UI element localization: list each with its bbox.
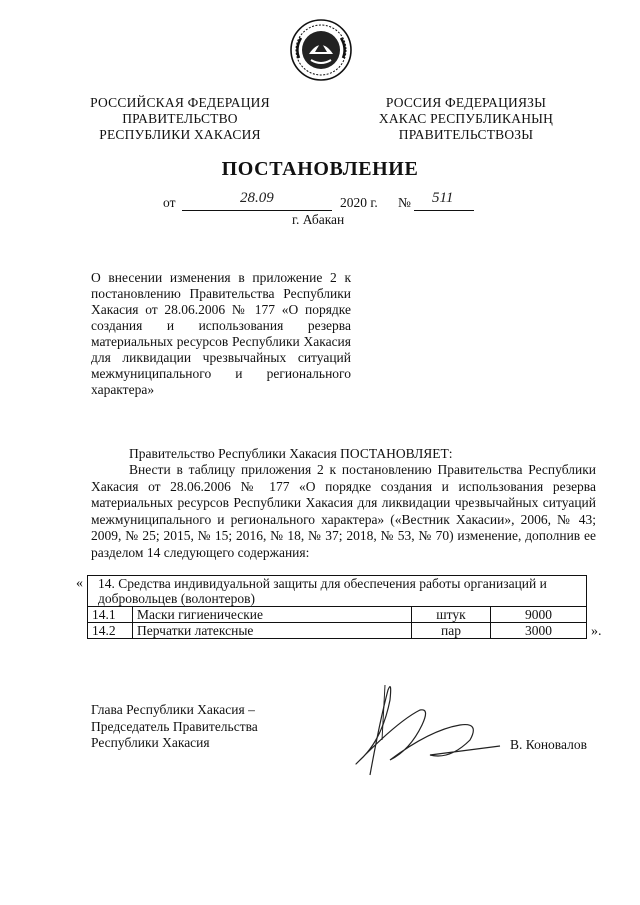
row-number-cell: 14.1 bbox=[88, 607, 133, 623]
position-line-3: Республики Хакасия bbox=[91, 735, 210, 750]
table-row bbox=[88, 623, 587, 639]
handwritten-signature bbox=[330, 680, 510, 780]
number-handwritten: 511 bbox=[432, 190, 454, 206]
header-right-line-3: ПРАВИТЕЛЬСТВОЗЫ bbox=[398, 127, 534, 142]
year-text: 2020 г. bbox=[340, 195, 378, 210]
item-name-cell: Перчатки латексные bbox=[133, 623, 412, 639]
body-paragraph-1: Правительство Республики Хакасия ПОСТАНОВЛЯЕТ: bbox=[129, 446, 453, 461]
close-quote: ». bbox=[591, 624, 602, 639]
table-section-row bbox=[88, 576, 587, 607]
date-handwritten: 28.09 bbox=[240, 190, 274, 206]
unit-cell: пар bbox=[412, 623, 491, 639]
subject-block: О внесении изменения в приложение 2 к постановлению Правительства Республики Хакасия от 28.06.2006 № 177 «О порядке создания и использования резерва материальных ресурсов Республики Хакасия для ликвидации чрезвычайных ситуаций межмуниципального и регионального характера» bbox=[91, 270, 351, 397]
document-title: ПОСТАНОВЛЕНИЕ bbox=[221, 158, 419, 180]
resource-table bbox=[87, 575, 587, 639]
signatory-position bbox=[91, 702, 291, 752]
city: г. Абакан bbox=[292, 212, 345, 227]
header-left bbox=[80, 95, 280, 143]
header-left-line-2: ПРАВИТЕЛЬСТВО bbox=[122, 111, 238, 126]
quantity-cell: 3000 bbox=[491, 623, 587, 639]
open-quote: « bbox=[76, 576, 83, 591]
header-right-line-2: ХАКАС РЕСПУБЛИКАНЫҢ bbox=[378, 111, 554, 126]
number-sign: № bbox=[398, 195, 411, 210]
row-number-cell: 14.2 bbox=[88, 623, 133, 639]
coat-of-arms-emblem bbox=[289, 18, 353, 82]
unit-cell: штук bbox=[412, 607, 491, 623]
quantity-cell: 9000 bbox=[491, 607, 587, 623]
date-prefix: от bbox=[163, 195, 176, 210]
signatory-name: В. Коновалов bbox=[510, 737, 587, 752]
header-left-line-3: РЕСПУБЛИКИ ХАКАСИЯ bbox=[99, 127, 261, 142]
position-line-2: Председатель Правительства bbox=[91, 718, 258, 734]
header-right-line-1: РОССИЯ ФЕДЕРАЦИЯЗЫ bbox=[385, 95, 547, 110]
position-line-1: Глава Республики Хакасия – bbox=[91, 702, 255, 717]
table-row bbox=[88, 607, 587, 623]
section-title-cell: 14. Средства индивидуальной защиты для обеспечения работы организаций и добровольцев (волонтеров) bbox=[88, 576, 587, 607]
body-paragraph-2: Внести в таблицу приложения 2 к постановлению Правительства Республики Хакасия от 28.06.2006 № 177 «О порядке создания и использования резерва материальных ресурсов Республики Хакасия для ликвидации чрезвычайных ситуаций межмуниципального и регионального характера» («Вестник Хакасии», 2006, № 43; 2009, № 25; 2015, № 15; 2016, № 18, № 37; 2018, № 53, № 70) изменение, дополнив ее разделом 14 следующего содержания: bbox=[91, 462, 596, 560]
header-right bbox=[356, 95, 576, 143]
header-left-line-1: РОССИЙСКАЯ ФЕДЕРАЦИЯ bbox=[90, 95, 270, 110]
item-name-cell: Маски гигиенические bbox=[133, 607, 412, 623]
